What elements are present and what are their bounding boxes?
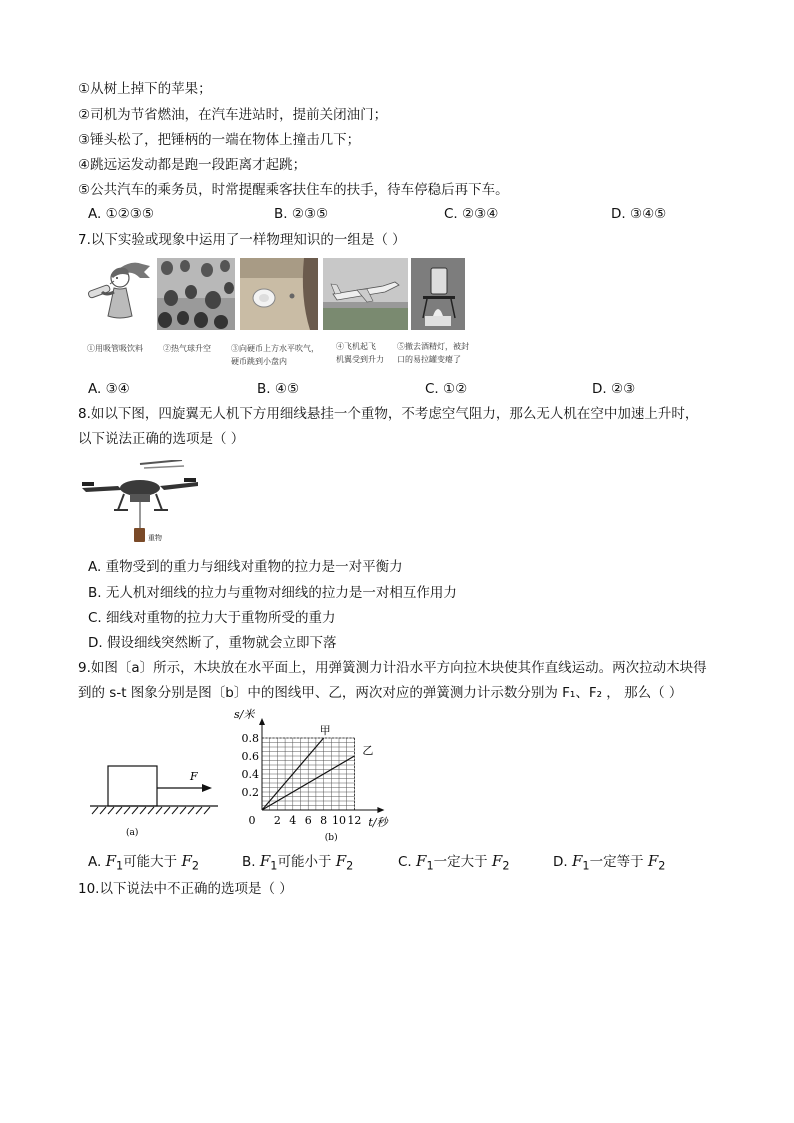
q7-caption-5a: ⑤撤去酒精灯，被封 xyxy=(397,342,469,351)
y-axis-arrow xyxy=(259,718,265,725)
q7-caption-4b: 机翼受到升力 xyxy=(336,355,384,364)
q7-stem: 7.以下实验或现象中运用了一样物理知识的一组是（ ） xyxy=(78,232,406,248)
q7-caption-3a: ③向硬币上方水平吹气， xyxy=(231,344,319,353)
series-label-1: 甲 xyxy=(319,724,331,737)
q7-caption-2: ②热气球升空 xyxy=(163,344,211,353)
s-t-graph xyxy=(228,708,398,846)
x-tick-label: 6 xyxy=(304,814,312,827)
x-tick-label: 10 xyxy=(332,814,346,827)
q8-option-c: C. 细线对重物的拉力大于重物所受的重力 xyxy=(88,610,336,626)
y-tick-label: 0.8 xyxy=(241,732,259,745)
q7-option-d: D. ②③ xyxy=(592,381,636,397)
q6-option-c: C. ②③④ xyxy=(444,206,499,222)
x-tick-label: 2 xyxy=(273,814,281,827)
weight-label: 重物 xyxy=(148,534,162,542)
q8-option-b: B. 无人机对细线的拉力与重物对细线的拉力是一对相互作用力 xyxy=(88,585,457,601)
coin-blowing-photo xyxy=(240,258,318,330)
q6-option-b: B. ②③⑤ xyxy=(274,206,329,222)
q9-option-a-f1: F xyxy=(105,852,117,870)
q8-stem-line-2: 以下说法正确的选项是（ ） xyxy=(78,431,245,447)
q6-option-a: A. ①②③⑤ xyxy=(88,206,154,222)
q7-option-c: C. ①② xyxy=(425,381,468,397)
x-axis-label: t/秒 xyxy=(368,816,388,829)
y-axis-label: s/米 xyxy=(234,708,255,721)
q9-option-c-letter: C. xyxy=(398,854,412,870)
straw-drinking-illustration xyxy=(80,258,153,330)
q6-item-4: ④跳远运发动都是跑一段距离才起跳； xyxy=(78,157,307,173)
q8-option-a: A. 重物受到的重力与细线对重物的拉力是一对平衡力 xyxy=(88,559,403,575)
q9-option-b-f1: F xyxy=(259,852,271,870)
q9-option-b xyxy=(242,852,353,876)
x-tick-label: 4 xyxy=(289,814,297,827)
q9-option-d xyxy=(553,852,665,876)
q7-caption-5b: 口的易拉罐变瘪了 xyxy=(397,355,461,364)
q7-option-a: A. ③④ xyxy=(88,381,130,397)
y-tick-label: 0.6 xyxy=(241,750,259,763)
q6-item-1: ①从树上掉下的苹果； xyxy=(78,81,212,97)
q6-item-3: ③锤头松了，把锤柄的一端在物体上撞击几下； xyxy=(78,132,361,148)
can-heating-photo xyxy=(411,258,465,330)
q9-option-b-sub1: 1 xyxy=(270,859,278,873)
q7-option-b: B. ④⑤ xyxy=(257,381,300,397)
q8-stem-line-1: 8.如以下图，四旋翼无人机下方用细线悬挂一个重物，不考虑空气阻力，那么无人机在空中加速上升时， xyxy=(78,406,699,422)
q9-option-c-f2: F xyxy=(491,852,503,870)
q6-item-5: ⑤公共汽车的乘务员，时常提醒乘客扶住车的扶手，待车停稳后再下车。 xyxy=(78,182,509,198)
q9-option-d-text: 一定等于 xyxy=(589,854,644,870)
drone-illustration xyxy=(78,460,203,545)
q9-option-d-f1: F xyxy=(571,852,583,870)
y-tick-label: 0.2 xyxy=(241,786,259,799)
q7-caption-3b: 硬币跳到小盘内 xyxy=(231,357,287,366)
q8-option-d: D. 假设细线突然断了，重物就会立即下落 xyxy=(88,635,337,651)
q9-option-c-sub1: 1 xyxy=(426,859,434,873)
q9-option-a-sub1: 1 xyxy=(116,859,124,873)
q9-option-b-f2: F xyxy=(335,852,347,870)
q9-option-c xyxy=(398,852,510,876)
q9-option-b-sub2: 2 xyxy=(346,859,354,873)
series-label-2: 乙 xyxy=(362,744,374,757)
q9-option-a-sub2: 2 xyxy=(191,859,200,873)
q9-option-a-f2: F xyxy=(181,852,192,870)
q6-option-d: D. ③④⑤ xyxy=(611,206,667,222)
x-axis-arrow xyxy=(377,807,384,813)
figure-a-caption: (a) xyxy=(126,828,139,838)
q7-caption-4a: ④飞机起飞 xyxy=(336,342,376,351)
q9-option-a-letter: A. xyxy=(88,854,102,870)
q9-option-d-letter: D. xyxy=(553,854,568,870)
force-label-f: F xyxy=(190,770,198,783)
q7-caption-1: ①用吸管吸饮料 xyxy=(87,344,143,353)
q9-option-a xyxy=(88,852,199,876)
q9-option-c-text: 一定大于 xyxy=(433,854,488,870)
x-tick-label: 12 xyxy=(347,814,362,827)
airplane-takeoff-photo xyxy=(323,258,408,330)
q9-option-a-text: 可能大于 xyxy=(123,854,178,870)
q6-item-2: ②司机为节省燃油，在汽车进站时，提前关闭油门； xyxy=(78,107,388,123)
q9-option-d-sub1: 1 xyxy=(582,859,590,873)
figure-b-caption: (b) xyxy=(324,833,338,843)
x-tick-label: 8 xyxy=(320,814,328,827)
q9-option-b-text: 可能小于 xyxy=(277,854,332,870)
hot-air-balloons-photo xyxy=(157,258,235,330)
q9-stem-line-1: 9.如图〔a〕所示，木块放在水平面上，用弹簧测力计沿水平方向拉木块使其作直线运动。两次拉动木块得 xyxy=(78,660,707,676)
y-tick-label: 0.4 xyxy=(241,768,259,781)
figure-a-block-force xyxy=(84,758,224,840)
q9-option-d-sub2: 2 xyxy=(658,859,666,873)
q9-option-c-sub2: 2 xyxy=(502,859,510,873)
origin-label: 0 xyxy=(248,814,256,827)
q9-option-d-f2: F xyxy=(647,852,659,870)
q9-option-c-f1: F xyxy=(416,852,427,870)
q9-stem-line-2: 到的 s-t 图象分别是图〔b〕中的图线甲、乙，两次对应的弹簧测力计示数分别为 F₁、F₂ ， 那么（ ） xyxy=(78,685,683,701)
q10-stem: 10.以下说法中不正确的选项是（ ） xyxy=(78,881,293,897)
q9-option-b-letter: B. xyxy=(242,854,256,870)
